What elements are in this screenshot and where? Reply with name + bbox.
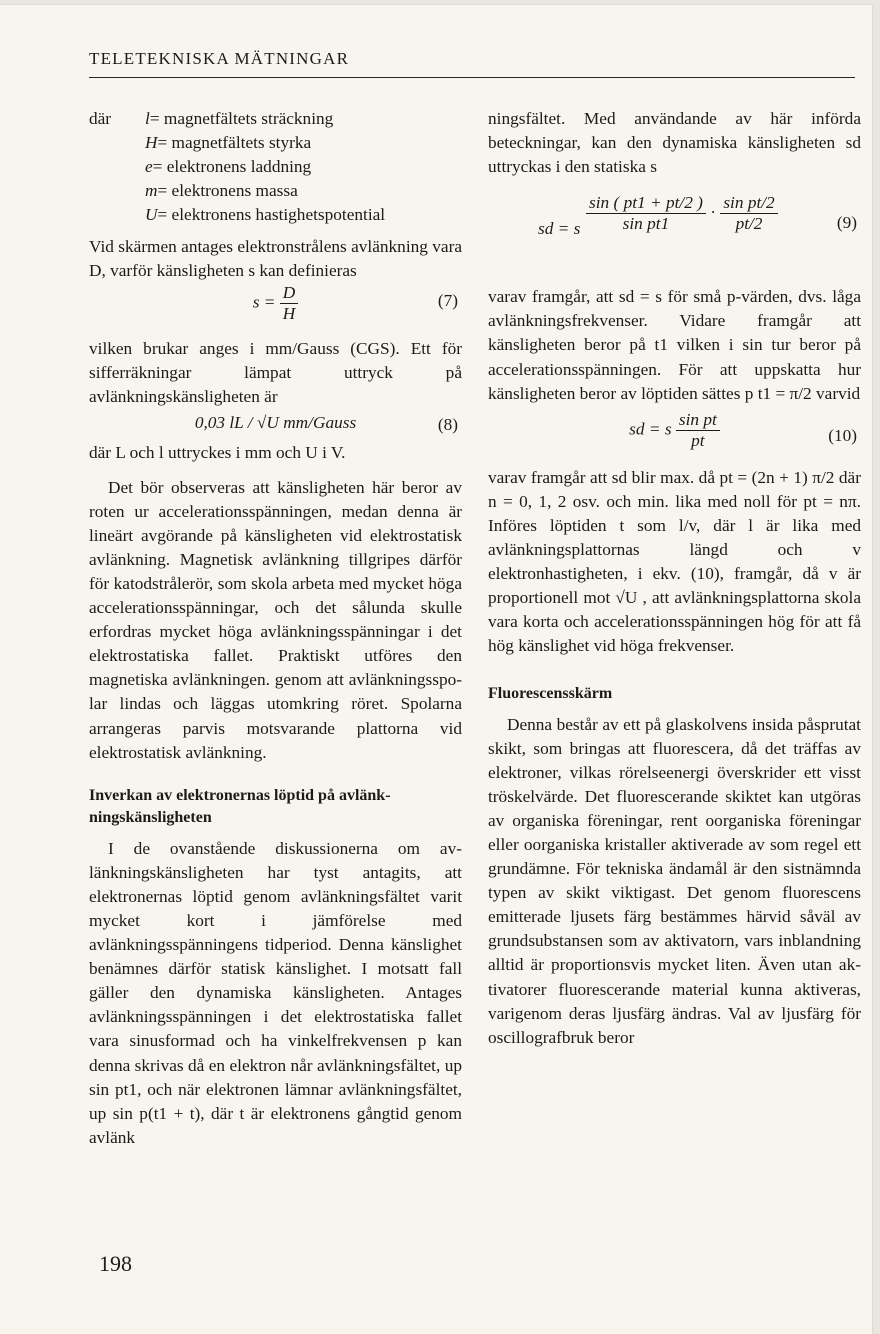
equation-10	[488, 410, 861, 462]
paragraph: Denna består av ett på glaskolvens insida påsprutat skikt, som bringas att fluorescera, då det träffas av elektroner, vilkas rörelseenergi överskrider ett visst tröskelvärde. Det fluorescerande skiktet kan utgöras av organiska föreningar, rent oorganiska föreningar eller oorganiska kristaller aktiverade av som regel ett grundämne. För tekniska ändamål är den sistnämnda typen av skikt viktigast. Det genom fluorescens emitterade ljusets färg bestämmes härvid såväl av grundsubstansen som av aktivatorn, vars inblandning alltid är proportionsvis mycket liten. Även utan aktivatorer fluorescerande material kunna aktiveras, varigenom deras ljusfärg ändras. Val av ljusfärg för oscillografbruk beror	[488, 714, 861, 1047]
equation-number: (7)	[437, 291, 458, 311]
paragraph: varav framgår, att sd = s för små p-värden, dvs. låga avlänkningsfrekvenser. Vidare framgår att känsligheten beror på t1 vilken i sin tur beror på accelerationsspänningen. För att uppskatta hur känsligheten beror av löptiden sättes p t1 = π/2 varvid	[488, 287, 861, 403]
equation-lhs: sd = s	[629, 419, 672, 439]
fraction: $\frac{\text{sin pt}}{pt}$	[676, 410, 720, 451]
page-number: 198	[99, 1251, 132, 1276]
paragraph: Det bör observeras att känsligheten här beror av roten ur accelerationsspänningen, medan denna är lineärt avgörande på känsligheten vid elektrostatisk avlänkning. Magnetisk avlänkning tillgripes därför för katodstrålerör, som skola arbeta med mycket höga accelerationsspänningar, och det sålunda skulle erfordras mycket höga avlänkningsspänningar i det elektrostatiska fallet. Praktiskt utföres den magnetiska avlänkningen. genom att avlänkningsspolar lindas och läggas utomkring röret. Spolarna arrangeras parvis motsvarande plattorna vid elektrostatisk avlänkning.	[89, 477, 462, 762]
fraction: $\frac{\text{sin pt/2}}{pt/2}$	[720, 193, 777, 234]
equation-lhs: sd = s	[538, 219, 581, 239]
book-page	[0, 5, 872, 1334]
definitions-list	[89, 107, 462, 227]
paragraph: Vid skärmen antages elektronstrålens avlänkning vara D, varför känsligheten s kan definieras	[89, 237, 462, 281]
running-title: TELETEKNISKA MÄTNINGAR	[89, 49, 350, 68]
fraction: $\frac{D}{H}$	[280, 283, 298, 324]
definition-row: där l= magnetfältets sträckning	[89, 109, 334, 128]
paragraph: ningsfältet. Med användande av här införda beteckningar, kan den dynamiska känsligheten sd uttryckas i den statiska s	[488, 109, 861, 177]
paragraph: I de ovanstående diskussionerna om avlänkningskänsligheten har tyst antagits, att elektronernas löptid genom avlänkningsfältet varit mycket kort i jämförelse med avlänkningsspänningens tidperiod. Denna känslighet benämnes därför statisk känslighet. I motsatt fall gäller den dynamiska känsligheten. Antages avlänkningsspänningen i det elektrostatiska fallet vara sinusformad och ha vinkelfrekvensen p kan denna skrivas då en elektron når avlänkningsfältet, up sin pt1, och när elektronen lämnar avlänkningsfältet, up sin p(t1 + t), där t är elektronens gångtid genom avlänk	[89, 838, 462, 1147]
equation-9: sd = s $\frac{\sin ( pt1 + pt/2 )}{\text{sin pt1}}$ · $\frac{\text{sin pt/2}}{pt/2}$ (9)	[488, 183, 861, 277]
equation-7	[89, 283, 462, 337]
left-column	[89, 107, 462, 1150]
definition-row: H= magnetfältets styrka	[145, 133, 312, 152]
definition-row: U= elektronens hastighetspotential	[145, 205, 386, 224]
section-heading: Fluorescensskärm	[488, 684, 613, 702]
definition-row: m= elektronens massa	[145, 181, 298, 200]
right-column	[488, 107, 861, 1050]
equation-expression: 0,03 lL / √U mm/Gauss	[194, 413, 357, 433]
definition-row: e= elektronens laddning	[145, 157, 312, 176]
paragraph: varav framgår att sd blir max. då pt = (2n + 1) π/2 där n = 0, 1, 2 osv. och min. lika med noll för pt = nπ. Införes löptiden t som l/v, där l är lika med avlänkningsplattornas längd och v elektronhastigheten, i ekv. (10), framgår, då v är proportionell mot √U , att avlänkningsplattorna skola vara korta och accelerationsspänningen hög för att få hög känslighet vid höga frekvenser.	[488, 467, 861, 656]
equation-number: (10)	[828, 425, 857, 445]
paragraph: där L och l uttryckes i mm och U i V.	[89, 443, 346, 463]
section-heading: Inverkan av elektronernas löptid på avlänkningskänsligheten	[89, 786, 391, 826]
equation-8	[89, 411, 462, 441]
equation-number: (9)	[836, 213, 857, 233]
fraction: $\frac{\sin ( pt1 + pt/2 )}{\text{sin pt1}}$	[586, 193, 706, 234]
paragraph: vilken brukar anges i mm/Gauss (CGS). Ett för sifferräkningar lämpat uttryck på avlänkningskänsligheten är	[89, 339, 462, 407]
equation-lhs: s =	[252, 292, 276, 312]
header-rule	[89, 77, 855, 78]
equation-number: (8)	[437, 415, 458, 435]
